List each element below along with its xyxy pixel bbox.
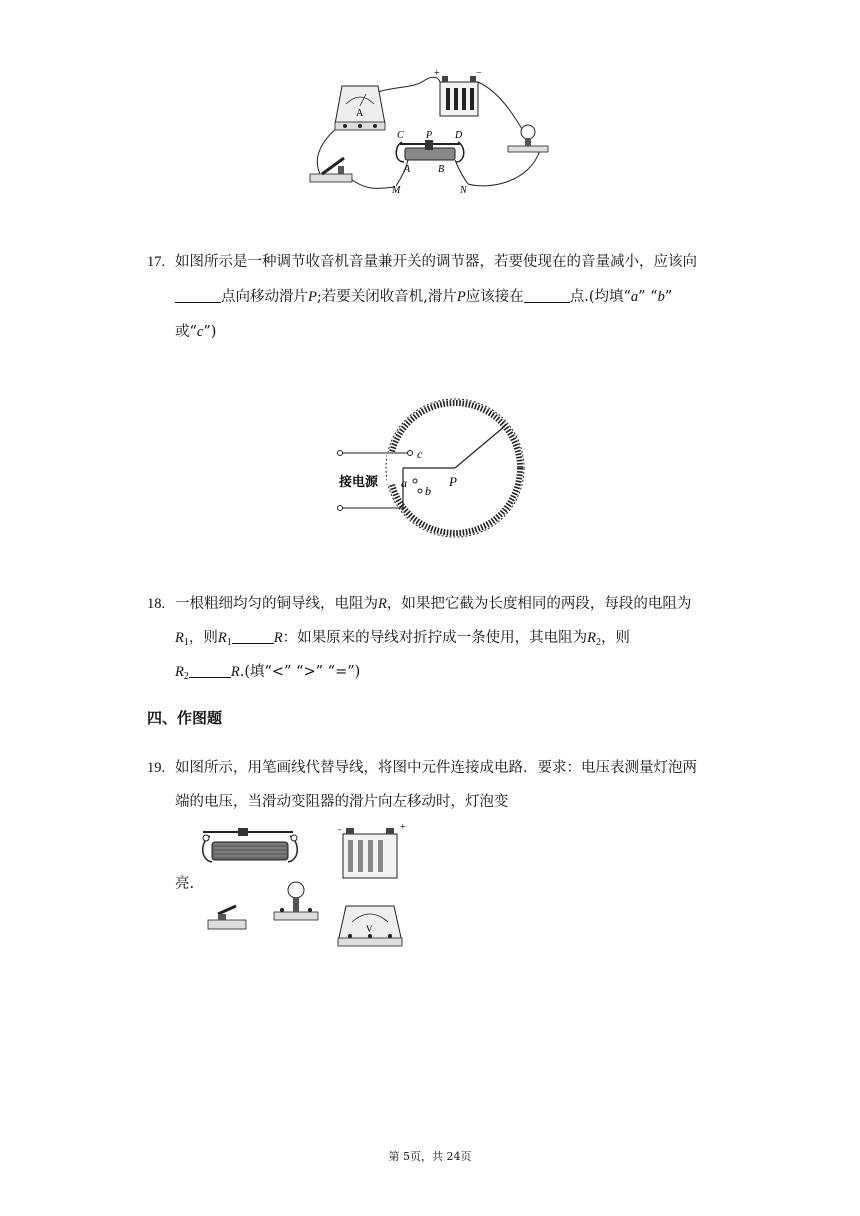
q19-number: 19.: [147, 760, 166, 776]
switch-icon: [208, 906, 246, 929]
q17-line1: 如图所示是一种调节收音机音量兼开关的调节器，若要使现在的音量减小，应该向: [175, 254, 697, 270]
label-B: B: [438, 164, 445, 175]
battery-icon: [440, 76, 478, 116]
battery-plus: +: [434, 68, 440, 79]
bulb-icon: [508, 125, 548, 152]
q19-line1: 如图所示，用笔画线代替导线，将图中元件连接成电路．要求：电压表测量灯泡两: [175, 760, 697, 776]
q18-blank-1[interactable]: [232, 628, 274, 644]
q18-line3: $R_2$ R.(填“<” “>” “=”): [175, 664, 361, 682]
label-C: C: [397, 130, 404, 141]
label-N: N: [460, 185, 467, 196]
label-power: 接电源: [339, 475, 379, 490]
label-c: c: [417, 447, 423, 461]
q17-line2: 点向移动滑片P;若要关闭收音机,滑片P应该接在 点.(均填“a” “b”: [175, 287, 672, 307]
circuit-figure-top: [300, 62, 560, 202]
voltmeter-label: V: [366, 924, 373, 934]
battery-icon: [343, 828, 397, 878]
switch-icon: [310, 158, 352, 182]
volume-regulator-figure: [335, 388, 535, 548]
q18-line2: $R_1$，则$R_1$ R：如果原来的导线对折拧成一条使用，其电阻为$R_2$，则: [175, 630, 630, 648]
rheostat-icon: [396, 140, 464, 162]
rheostat-icon: [203, 828, 298, 862]
q17-blank-2[interactable]: [524, 287, 570, 303]
q18-blank-2[interactable]: [189, 662, 231, 678]
section-heading: 四、作图题: [147, 709, 223, 727]
q17-line3: 或“c”): [175, 324, 217, 340]
q18-line1: 一根粗细均匀的铜导线，电阻为R，如果把它截为长度相同的两段，每段的电阻为: [175, 596, 692, 612]
battery-plus: +: [400, 822, 406, 833]
label-P-wiper: P: [449, 474, 457, 489]
components-figure: [198, 820, 418, 950]
q17-number: 17.: [147, 254, 166, 270]
label-a: a: [401, 476, 407, 490]
q17-blank-1[interactable]: [175, 287, 221, 303]
ammeter-label: A: [356, 108, 364, 119]
battery-minus: −: [476, 68, 482, 79]
label-b: b: [425, 484, 431, 498]
q18-number: 18.: [147, 596, 166, 612]
label-D: D: [455, 130, 463, 141]
label-A: A: [404, 164, 411, 175]
q19-line2: 端的电压，当滑动变阻器的滑片向左移动时，灯泡变: [175, 794, 509, 810]
label-M: M: [392, 185, 401, 196]
page-footer: 第 5页，共 24页: [388, 1150, 472, 1163]
battery-minus: -: [338, 824, 341, 834]
q19-line3: 亮.: [175, 876, 195, 892]
bulb-icon: [274, 882, 318, 920]
label-P: P: [426, 130, 433, 141]
